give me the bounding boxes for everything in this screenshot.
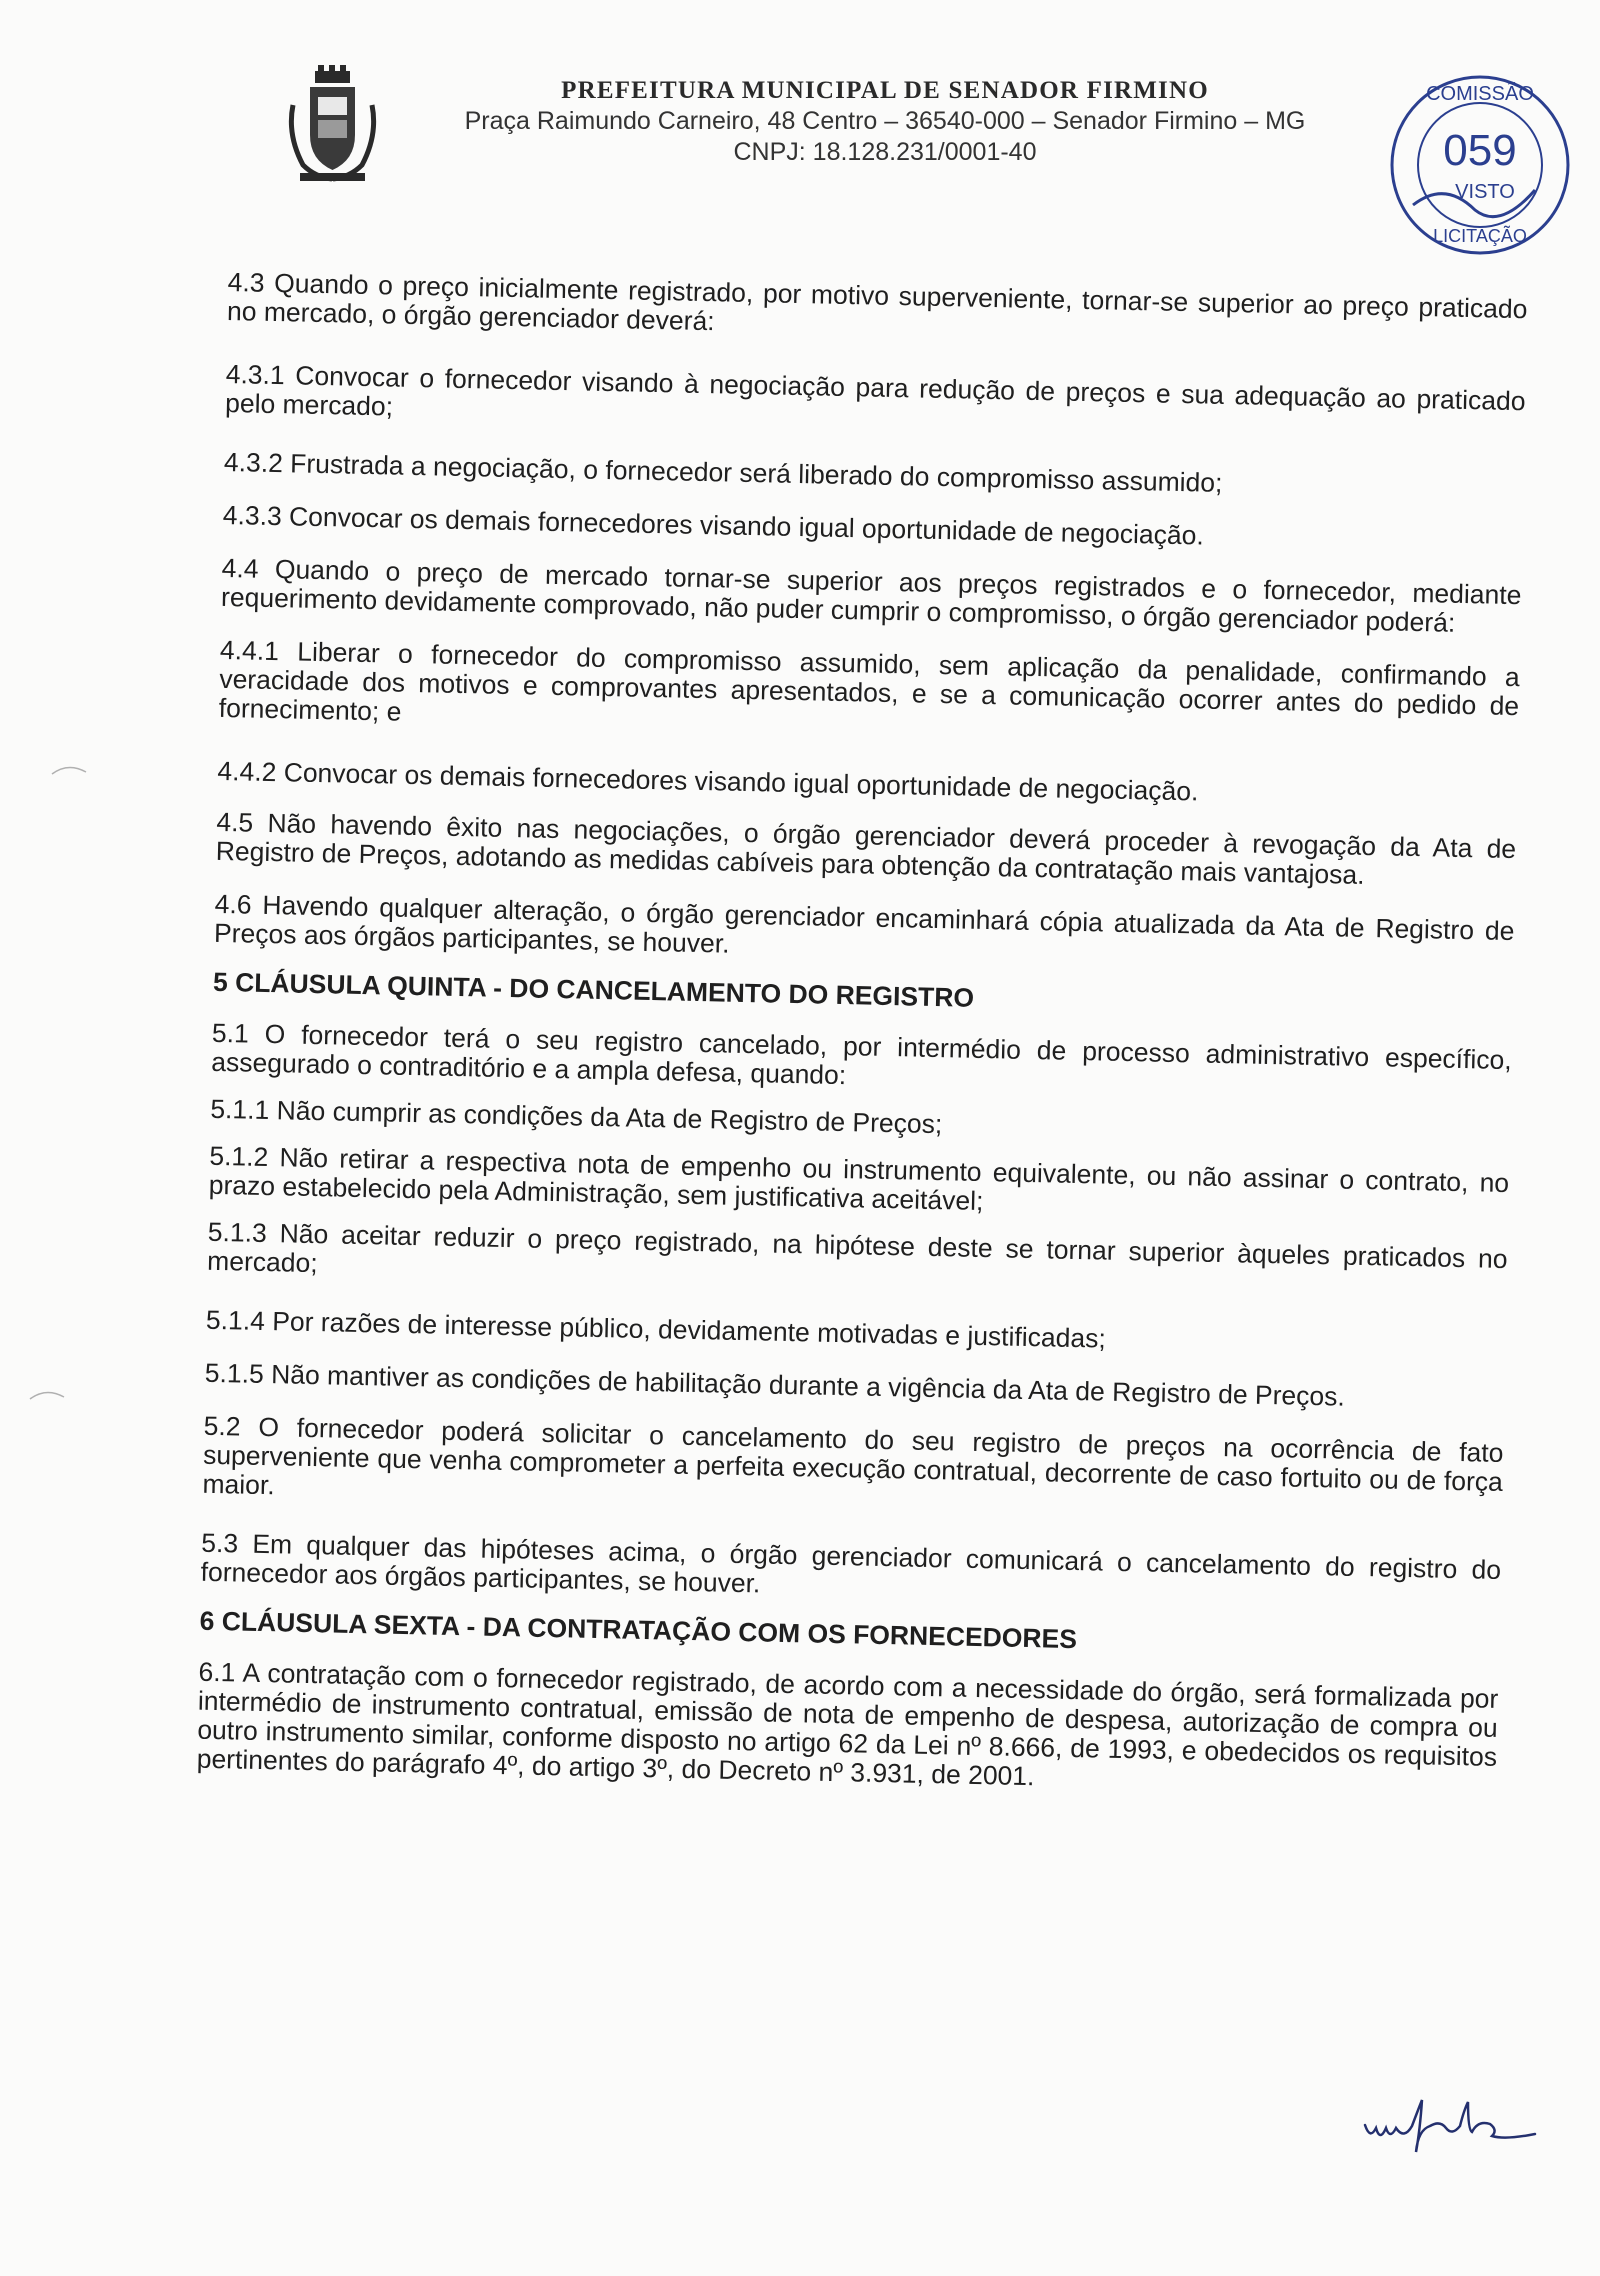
paragraph-5-1: 5.1 O fornecedor terá o seu registro cancelado, por intermédio de processo administrativo específico, assegurado o contraditório e a ampla defesa, quando: [211, 1017, 1513, 1091]
cnpj-line: CNPJ: 18.128.231/0001-40 [733, 138, 1037, 166]
stamp-bottom-text: LICITAÇÃO [1433, 226, 1527, 246]
paragraph-4-3-3: 4.3.3 Convocar os demais fornecedores visando igual oportunidade de negociação. [222, 499, 1205, 551]
paragraph-5-1-2: 5.1.2 Não retirar a respectiva nota de empenho ou instrumento equivalente, ou não assinar o contrato, no prazo estabelecido pela Administração, sem justificativa aceitável; [208, 1140, 1510, 1217]
letterhead-text [405, 77, 1365, 167]
paragraph-4-3: 4.3 Quando o preço inicialmente registrado, por motivo superveniente, tornar-se superior ao preço praticado no mercado, o órgão gerenciador deverá: [226, 267, 1528, 337]
paragraph-5-3: 5.3 Em qualquer das hipóteses acima, o órgão gerenciador comunicará o cancelamento do registro do fornecedor aos órgãos participantes, se houver. [200, 1527, 1502, 1599]
letterhead [285, 65, 1375, 205]
margin-mark-icon [28, 1385, 68, 1405]
paragraph-5-2: 5.2 O fornecedor poderá solicitar o cancelamento do seu registro de preços na ocorrência de fato superveniente que venha comprometer a perfeita execução contratual, decorrente de caso fortuito ou de força maior. [202, 1410, 1504, 1501]
paragraph-5-1-5: 5.1.5 Não mantiver as condições de habilitação durante a vigência da Ata de Registro de Preços. [204, 1357, 1346, 1412]
paragraph-4-4-2: 4.4.2 Convocar os demais fornecedores visando igual oportunidade de negociação. [217, 755, 1199, 807]
paragraph-4-3-2: 4.3.2 Frustrada a negociação, o fornecedor será liberado do compromisso assumido; [223, 446, 1223, 498]
paragraph-4-6: 4.6 Havendo qualquer alteração, o órgão gerenciador encaminhará cópia atualizada da Ata de Registro de Preços aos órgãos participantes, se houver. [213, 888, 1515, 959]
stamp-number: 059 [1443, 126, 1517, 175]
document-body [196, 268, 1527, 1801]
paragraph-4-5: 4.5 Não havendo êxito nas negociações, o órgão gerenciador deverá proceder à revogação da Ata de Registro de Preços, adotando as medidas cabíveis para obtenção da contratação mais vantajosa. [215, 806, 1517, 890]
municipality-title: PREFEITURA MUNICIPAL DE SENADOR FIRMINO [561, 77, 1209, 104]
section-heading-5: 5 CLÁUSULA QUINTA - DO CANCELAMENTO DO REGISTRO [212, 966, 975, 1013]
signature-icon [1360, 2090, 1560, 2170]
paragraph-4-4-1: 4.4.1 Liberar o fornecedor do compromisso assumido, sem aplicação da penalidade, confirmando a veracidade dos motivos e comprovantes apresentados, e se a comunicação ocorrer antes do pedido de fornecimento; e [218, 634, 1521, 727]
paragraph-5-1-4: 5.1.4 Por razões de interesse público, devidamente motivadas e justificadas; [205, 1304, 1107, 1354]
section-heading-6: 6 CLÁUSULA SEXTA - DA CONTRATAÇÃO COM OS FORNECEDORES [199, 1605, 1078, 1655]
paragraph-5-1-3: 5.1.3 Não aceitar reduzir o preço registrado, na hipótese deste se tornar superior àqueles praticados no mercado; [206, 1216, 1508, 1279]
paragraph-5-1-1: 5.1.1 Não cumprir as condições da Ata de Registro de Preços; [210, 1093, 943, 1140]
address-line: Praça Raimundo Carneiro, 48 Centro – 36540-000 – Senador Firmino – MG [464, 107, 1306, 135]
paragraph-4-4: 4.4 Quando o preço de mercado tornar-se superior aos preços registrados e o fornecedor, mediante requerimento devidamente comprovado, não puder cumprir o compromisso, o órgão gerenciador poderá: [220, 552, 1522, 638]
stamp-middle-text: VISTO [1455, 181, 1515, 203]
coat-of-arms-icon [285, 65, 380, 185]
commission-stamp [1385, 70, 1575, 260]
stamp-top-text: COMISSÃO [1426, 83, 1534, 105]
margin-mark-icon [50, 760, 90, 780]
paragraph-6-1: 6.1 A contratação com o fornecedor registrado, de acordo com a necessidade do órgão, será formalizada por intermédio de instrumento contratual, emissão de nota de empenho de despesa, autorização de compra ou outro instrumento similar, conforme disposto no artigo 62 da Lei nº 8.666, de 1993, e obedecidos os requisitos pertinentes do parágrafo 4º, do artigo 3º, do Decreto nº 3.931, de 2001. [196, 1656, 1499, 1792]
paragraph-4-3-1: 4.3.1 Convocar o fornecedor visando à negociação para redução de preços e sua adequação ao praticado pelo mercado; [224, 358, 1526, 422]
